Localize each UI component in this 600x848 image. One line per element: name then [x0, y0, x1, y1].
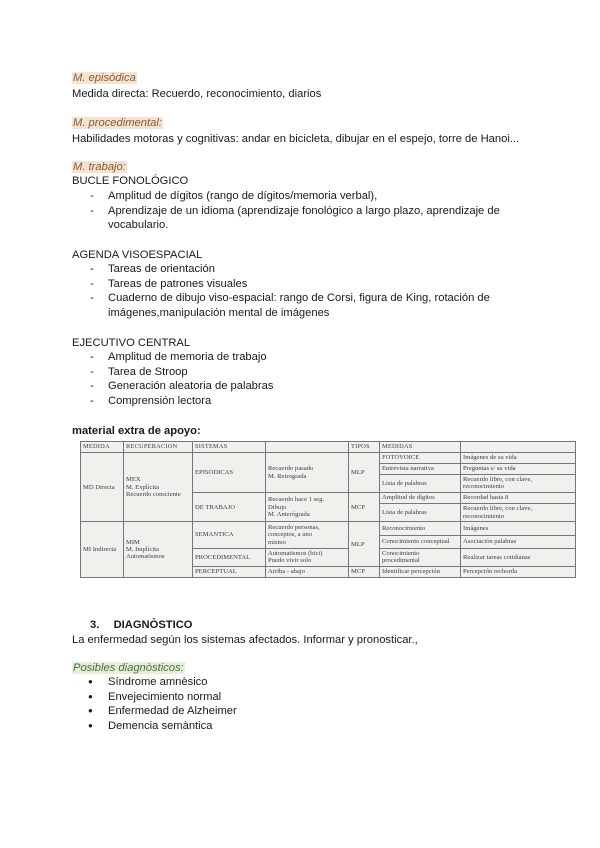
diagnostico-text: La enfermedad según los sistemas afectados. Informar y pronosticar., — [72, 634, 418, 646]
agenda-list — [72, 262, 490, 320]
list-item-continuation: imágenes,manipulación mental de imágenes — [108, 306, 330, 319]
table-cell — [266, 522, 349, 548]
list-item: ● Síndrome amnèsico — [72, 675, 237, 690]
bucle-heading: BUCLE FONOLÓGICO — [72, 175, 189, 187]
ejecutivo-heading: EJECUTIVO CENTRAL — [72, 337, 191, 349]
trabajo-title: M. trabajo: — [73, 161, 126, 173]
table-cell-line: mismo — [268, 538, 286, 546]
table-header-cell — [266, 442, 349, 453]
table-cell-line: conceptos, a uno — [268, 531, 313, 539]
diagnosticos-list — [72, 675, 237, 733]
table-cell-line: MEX — [126, 476, 141, 484]
list-item: - Aprendizaje de un idioma (aprendizaje fonológico a largo plazo, aprendizaje de — [72, 204, 500, 219]
episodica-heading — [72, 71, 137, 85]
posibles-heading — [72, 661, 185, 675]
posibles-title: Posibles diagnòsticos: — [73, 662, 184, 674]
table-cell-line: Automatismos (bici) — [268, 549, 323, 557]
table-cell: Entrevista narrativa — [380, 463, 461, 474]
table-cell: MLP — [349, 522, 380, 567]
table-cell: Arriba - abajo — [266, 567, 349, 578]
table-cell: MCP — [349, 493, 380, 522]
scanned-table-image — [80, 441, 576, 578]
table-cell: FOTOVOICE — [380, 453, 461, 464]
table-header-cell: SISTEMAS — [193, 442, 266, 453]
table-cell: PROCEDIMENTAL — [193, 548, 266, 567]
table-cell: Imágenes de su vida — [461, 453, 576, 464]
table-cell: SEMANTICA — [193, 522, 266, 548]
table-header-cell: TIPOS — [349, 442, 380, 453]
table-cell: DE TRABAJO — [193, 493, 266, 522]
table-cell — [124, 453, 193, 522]
trabajo-heading — [72, 160, 127, 174]
diagnostico-heading — [90, 618, 193, 632]
agenda-heading: AGENDA VISOESPACIAL — [72, 249, 203, 261]
list-item: - Generación aleatoria de palabras — [72, 379, 273, 394]
procedimental-title: M. procedimental: — [73, 117, 162, 129]
table-cell — [266, 548, 349, 567]
table-cell: PERCEPTUAL — [193, 567, 266, 578]
list-item: - Tareas de orientación — [72, 262, 490, 277]
table-cell: Identificar percepción — [380, 567, 461, 578]
table-cell-line: Recuerdo consciente — [126, 490, 181, 498]
table-cell: Imágenes — [461, 522, 576, 535]
table-cell-line: Puedo vivir solo — [268, 557, 312, 565]
table-cell-line: Recuerdo hace 1 seg. — [268, 496, 325, 504]
table-cell: MI Indirecta — [81, 522, 124, 578]
list-item: - Tarea de Stroop — [72, 365, 273, 380]
table-cell: Conocimiento conceptual — [380, 535, 461, 548]
table-cell: Recuerdo libre, con clave, reconocimiento — [461, 474, 576, 493]
list-item: - Amplitud de memoria de trabajo — [72, 350, 273, 365]
table-cell: MD Directa — [81, 453, 124, 522]
list-item: ● Demencia semàntica — [72, 719, 237, 734]
table-cell-line: Recuerdo pasado — [268, 465, 314, 473]
list-item: - Comprensión lectora — [72, 394, 273, 409]
table-cell: MCP — [349, 567, 380, 578]
table-header-cell: RECUPERACION — [124, 442, 193, 453]
table-cell-line: M. Retrograda — [268, 472, 307, 480]
table-cell: EPISODICAS — [193, 453, 266, 493]
section-title: DIAGNÒSTICO — [113, 619, 193, 631]
list-item: ● Envejecimiento normal — [72, 690, 237, 705]
list-item: - Amplitud de dígitos (rango de dígitos/memoria verbal), — [72, 189, 500, 204]
table-cell-line: M. Explícita — [126, 483, 159, 491]
list-item: ● Enfermedad de Alzheimer — [72, 704, 237, 719]
list-item: - Tareas de patrones visuales — [72, 277, 490, 292]
material-heading: material extra de apoyo: — [72, 425, 201, 437]
section-number: 3. — [90, 619, 100, 631]
table-header-row — [81, 442, 576, 453]
table-cell: Conocimiento procedimental — [380, 548, 461, 567]
procedimental-text: Habilidades motoras y cognitivas: andar en bicicleta, dibujar en el espejo, torre de Hanoi... — [72, 133, 520, 145]
procedimental-heading — [72, 116, 163, 130]
table-cell: MLP — [349, 453, 380, 493]
episodica-title: M. episódica — [73, 72, 136, 84]
table-cell-line: Recuerdo personas, — [268, 523, 320, 531]
table-cell-line: M. Implícita — [126, 546, 159, 554]
table-cell-line: Dibujo — [268, 503, 287, 511]
table-cell: Recordad hasta 8 — [461, 493, 576, 504]
table-cell-line: M. Anterógrada — [268, 510, 310, 518]
table-cell — [124, 522, 193, 578]
table-cell: Reconocimiento — [380, 522, 461, 535]
bucle-list — [72, 189, 500, 233]
table-cell: Asociación palabras — [461, 535, 576, 548]
ejecutivo-list — [72, 350, 273, 408]
table-row — [81, 453, 576, 464]
table-cell-line: MIM — [126, 538, 140, 546]
table-cell: Percepción rechorda — [461, 567, 576, 578]
list-item-continuation: vocabulario. — [108, 219, 169, 232]
table-header-cell: MEDIDAS — [380, 442, 461, 453]
table-row — [81, 522, 576, 535]
episodica-text: Medida directa: Recuerdo, reconocimiento, diarios — [72, 88, 322, 100]
table-cell: Lista de palabras — [380, 503, 461, 522]
table-header-cell: MEDIDA — [81, 442, 124, 453]
table-cell: Realizar tareas cotidianas — [461, 548, 576, 567]
table-header-cell — [461, 442, 576, 453]
table-cell: Lista de palabras — [380, 474, 461, 493]
table-cell: Preguntas s/ su vida — [461, 463, 576, 474]
memory-table — [80, 441, 576, 578]
table-cell — [266, 453, 349, 493]
table-cell: Recuerdo libre, con clave, reconocimiento — [461, 503, 576, 522]
table-cell-line: Automatismos — [126, 553, 165, 561]
table-cell: Amplitud de dígitos — [380, 493, 461, 504]
table-cell — [266, 493, 349, 522]
list-item: - Cuaderno de dibujo viso-espacial: rango de Corsi, figura de King, rotación de — [72, 291, 490, 306]
